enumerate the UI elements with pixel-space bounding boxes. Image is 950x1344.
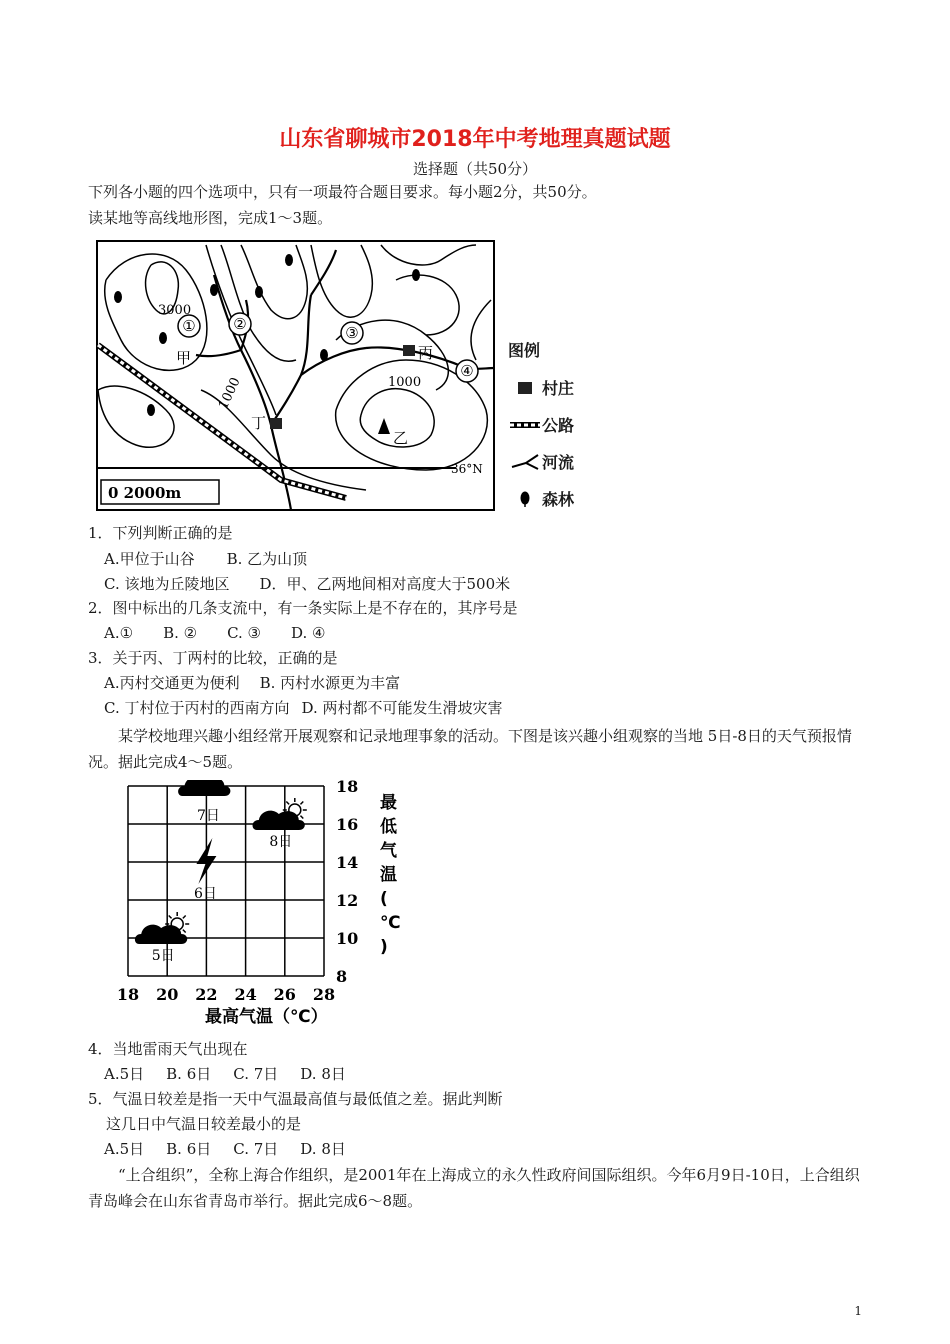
point-label: 6日 xyxy=(193,886,217,902)
weather-point-2 xyxy=(194,838,217,902)
village-icon-bing xyxy=(403,345,415,356)
q5-option-c: C. 7日 xyxy=(233,1140,279,1158)
weather-point-3 xyxy=(178,780,230,824)
q1-stem: 1．下列判断正确的是 xyxy=(88,524,233,542)
contour-1000-west: 1000 xyxy=(216,375,244,412)
point-label: 8日 xyxy=(269,834,293,850)
q2-option-d: D. ④ xyxy=(291,624,326,642)
legend-title: 图例 xyxy=(508,341,541,360)
q1-options-ab xyxy=(104,548,329,570)
y-tick-label: 10 xyxy=(336,929,359,948)
tributary-1: ① xyxy=(182,317,196,335)
label-bing: 丙 xyxy=(418,344,434,362)
point-label: 7日 xyxy=(196,808,220,824)
q2-option-a: A.① xyxy=(104,624,134,642)
q5-option-d: D. 8日 xyxy=(300,1140,346,1158)
x-tick-label: 24 xyxy=(234,985,257,1004)
q3-options-cd xyxy=(104,697,525,719)
q4-options xyxy=(104,1063,368,1085)
y-tick-label: 8 xyxy=(336,967,348,986)
x-tick-label: 22 xyxy=(195,985,218,1004)
x-tick-label: 18 xyxy=(116,985,140,1004)
q2-option-c: C. ③ xyxy=(227,624,262,642)
q6-8-intro: “上合组织”，全称上海合作组织，是2001年在上海成立的永久性政府间国际组织。今年6月9日-10日，上合组织青岛峰会在山东省青岛市举行。据此完成6～8题。 xyxy=(88,1166,860,1210)
q5-option-b: B. 6日 xyxy=(166,1140,212,1158)
scale-bar-label: 0 2000m xyxy=(108,484,182,502)
q2-options xyxy=(104,622,348,644)
village-icon-ding xyxy=(270,418,282,429)
q2-stem: 2．图中标出的几条支流中，有一条实际上是不存在的，其序号是 xyxy=(88,599,518,617)
y-tick-label: 12 xyxy=(336,891,359,910)
label-ding: 丁 xyxy=(251,414,267,432)
label-jia: 甲 xyxy=(176,349,192,367)
q3-stem: 3．关于丙、丁两村的比较，正确的是 xyxy=(88,649,338,667)
legend-item-forest: 森林 xyxy=(508,480,574,517)
forest-icon xyxy=(508,491,542,507)
point-label: 5日 xyxy=(151,948,175,964)
q1-option-b: B. 乙为山顶 xyxy=(226,550,308,568)
q2-option-b: B. ② xyxy=(163,624,198,642)
q1-option-d: D．甲、乙两地间相对高度大于500米 xyxy=(259,575,511,593)
q3-option-b: B. 丙村水源更为丰富 xyxy=(259,674,401,692)
q4-option-a: A.5日 xyxy=(104,1065,145,1083)
section-subtitle: 选择题（共50分） xyxy=(412,160,538,178)
tributary-3: ③ xyxy=(345,324,359,342)
y-axis-label: 最低气温( ℃ ) xyxy=(380,793,401,957)
x-tick-label: 26 xyxy=(273,985,296,1004)
q4-option-c: C. 7日 xyxy=(233,1065,279,1083)
q4-stem: 4．当地雷雨天气出现在 xyxy=(88,1040,248,1058)
q3-options-ab xyxy=(104,672,422,694)
legend-item-village: 村庄 xyxy=(508,369,574,406)
river-icon xyxy=(508,453,542,471)
y-tick-label: 18 xyxy=(336,780,359,796)
q5-options xyxy=(104,1138,368,1160)
x-tick-label: 20 xyxy=(156,985,179,1004)
legend-item-river: 河流 xyxy=(508,443,574,480)
legend-item-road: 公路 xyxy=(508,406,574,443)
y-tick-label: 16 xyxy=(336,815,359,834)
q4-option-d: D. 8日 xyxy=(300,1065,346,1083)
weather-point-4 xyxy=(253,798,307,850)
contour-3000: 3000 xyxy=(158,303,192,318)
latitude-label: 36°N xyxy=(451,462,483,476)
weather-point-1 xyxy=(135,912,189,964)
q1-3-intro: 读某地等高线地形图，完成1～3题。 xyxy=(88,209,333,227)
label-yi: 乙 xyxy=(393,429,409,447)
q3-option-d: D. 两村都不可能发生滑坡灾害 xyxy=(301,699,503,717)
weather-chart xyxy=(110,780,410,1034)
q1-option-c: C. 该地为丘陵地区 xyxy=(104,575,230,593)
cloud-icon xyxy=(178,780,230,796)
page-number: 1 xyxy=(854,1304,862,1318)
tributary-2: ② xyxy=(233,315,247,333)
tributary-4: ④ xyxy=(460,362,474,380)
q5-option-a: A.5日 xyxy=(104,1140,145,1158)
contour-1000-east: 1000 xyxy=(388,375,422,390)
page-title: 山东省聊城市2018年中考地理真题试题 xyxy=(279,127,671,152)
q5-stem-2: 这几日中气温日较差最小的是 xyxy=(106,1115,302,1133)
q1-options-cd xyxy=(104,573,532,595)
y-tick-label: 14 xyxy=(336,853,359,872)
x-axis-label: 最高气温（℃） xyxy=(205,1007,328,1027)
q4-5-intro: 某学校地理兴趣小组经常开展观察和记录地理事象的活动。下图是该兴趣小组观察的当地 5日-8日的天气预报情况。据此完成4～5题。 xyxy=(88,727,852,771)
q3-option-a: A.丙村交通更为便利 xyxy=(104,674,240,692)
map-legend xyxy=(508,338,574,517)
q1-option-a: A.甲位于山谷 xyxy=(104,550,195,568)
village-icon xyxy=(508,381,542,395)
road-icon xyxy=(508,420,542,430)
q5-stem: 5．气温日较差是指一天中气温最高值与最低值之差。据此判断 xyxy=(88,1090,503,1108)
x-tick-label: 28 xyxy=(312,985,336,1004)
instructions: 下列各小题的四个选项中，只有一项最符合题目要求。每小题2分，共50分。 xyxy=(88,183,597,201)
contour-map xyxy=(96,240,496,516)
q4-option-b: B. 6日 xyxy=(166,1065,212,1083)
q3-option-c: C. 丁村位于丙村的西南方向 xyxy=(104,699,290,717)
